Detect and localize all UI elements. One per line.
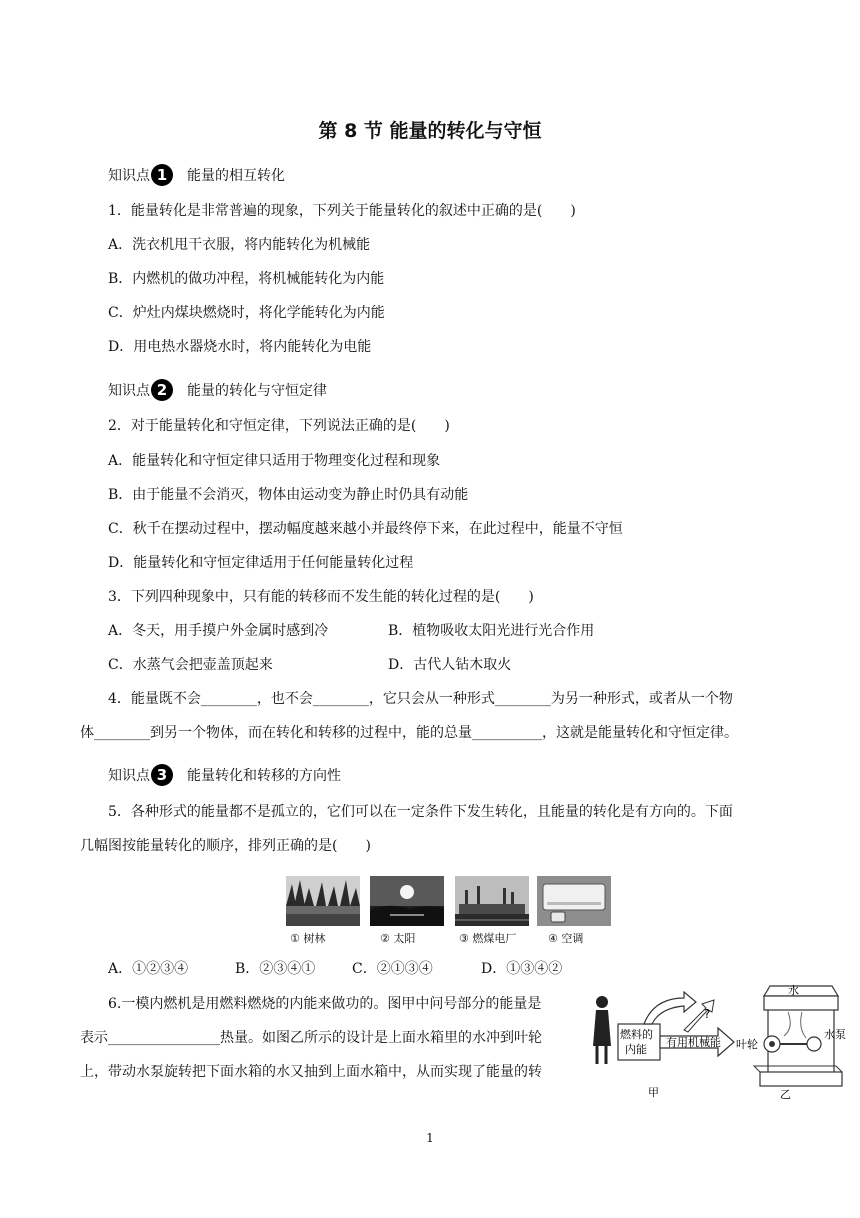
knowledge-point-3 (108, 762, 341, 788)
fuel-energy-label-1: 燃料的 (620, 1028, 653, 1041)
knowledge-point-label: 知识点 (108, 383, 150, 399)
photo-caption-forest: ① 树林 (290, 932, 326, 945)
question-5-option-a: A．①②③④ (108, 961, 189, 977)
question-mark-label: ? (704, 1007, 711, 1021)
impeller-label: 叶轮 (736, 1038, 758, 1051)
question-2-option-b: B．由于能量不会消灭，物体由运动变为静止时仍具有动能 (108, 487, 469, 503)
fuel-energy-label-2: 内能 (625, 1043, 647, 1056)
question-3-option-a: A．冬天，用手摸户外金属时感到冷 (108, 623, 329, 639)
question-5-line-1: 5．各种形式的能量都不是孤立的，它们可以在一定条件下发生转化，且能量的转化是有方向的。下面 (108, 804, 733, 820)
question-5-option-c: C．②①③④ (352, 961, 433, 977)
label-yi: 乙 (780, 1088, 791, 1101)
question-4-line-2: 体________到另一个物体，而在转化和转移的过程中，能的总量__________，这就是能量转化和守恒定律。 (80, 725, 738, 741)
knowledge-point-title: 能量转化和转移的方向性 (187, 768, 341, 784)
student-figure (593, 996, 611, 1064)
question-1-stem: 1．能量转化是非常普遍的现象，下列关于能量转化的叙述中正确的是( ) (108, 203, 576, 219)
water-label: 水 (788, 984, 799, 997)
question-6-line-2: 表示________________热量。如图乙所示的设计是上面水箱里的水冲到叶轮 (80, 1030, 542, 1046)
knowledge-point-label: 知识点 (108, 168, 150, 184)
question-2-option-c: C．秋千在摆动过程中，摆动幅度越来越小并最终停下来，在此过程中，能量不守恒 (108, 521, 623, 537)
question-1-option-c: C．炉灶内煤块燃烧时，将化学能转化为内能 (108, 305, 385, 321)
question-6-line-1: 6.一模内燃机是用燃料燃烧的内能来做功的。图甲中问号部分的能量是 (108, 996, 542, 1012)
number-badge-icon: 3 (151, 764, 173, 786)
knowledge-point-2 (108, 377, 327, 403)
question-3-option-b: B．植物吸收太阳光进行光合作用 (388, 623, 595, 639)
page-title: 第 8 节 能量的转化与守恒 (318, 120, 542, 142)
question-5-line-2: 几幅图按能量转化的顺序，排列正确的是( ) (80, 838, 371, 854)
air-conditioner-image (537, 876, 611, 926)
photo-caption-power-plant: ③ 燃煤电厂 (459, 932, 517, 945)
knowledge-point-title: 能量的转化与守恒定律 (187, 383, 327, 399)
page-number: 1 (426, 1131, 434, 1145)
forest-image (286, 876, 360, 926)
question-1-option-d: D．用电热水器烧水时，将内能转化为电能 (108, 339, 372, 355)
photo-caption-air-conditioner: ④ 空调 (548, 932, 584, 945)
question-1-option-b: B．内燃机的做功冲程，将机械能转化为内能 (108, 271, 385, 287)
question-3-option-c: C．水蒸气会把壶盖顶起来 (108, 657, 273, 673)
useful-mechanical-energy-label: 有用机械能 (666, 1036, 721, 1049)
question-2-stem: 2．对于能量转化和守恒定律，下列说法正确的是( ) (108, 418, 450, 434)
energy-conversion-figure (588, 982, 850, 1102)
knowledge-point-label: 知识点 (108, 768, 150, 784)
question-4-line-1: 4．能量既不会________，也不会________，它只会从一种形式________为另一种形式，或者从一个物 (108, 691, 733, 707)
pump-label: 水泵 (824, 1028, 846, 1041)
energy-flow-diagram (618, 992, 734, 1099)
question-2-option-a: A．能量转化和守恒定律只适用于物理变化过程和现象 (108, 453, 441, 469)
number-badge-icon: 2 (151, 379, 173, 401)
label-jia: 甲 (648, 1086, 659, 1099)
question-5-option-b: B．②③④① (235, 961, 316, 977)
number-badge-icon: 1 (151, 164, 173, 186)
knowledge-point-title: 能量的相互转化 (187, 168, 285, 184)
question-6-line-3: 上，带动水泵旋转把下面水箱的水又抽到上面水箱中，从而实现了能量的转 (80, 1064, 542, 1080)
question-2-option-d: D．能量转化和守恒定律适用于任何能量转化过程 (108, 555, 414, 571)
question-5-option-d: D．①③④② (481, 961, 563, 977)
sun-image (370, 876, 444, 926)
knowledge-point-1 (108, 162, 285, 188)
question-3-stem: 3．下列四种现象中，只有能的转移而不发生能的转化过程的是( ) (108, 589, 534, 605)
photo-caption-sun: ② 太阳 (380, 932, 416, 945)
water-pump-apparatus (736, 983, 846, 1101)
question-1-option-a: A．洗衣机甩干衣服，将内能转化为机械能 (108, 237, 371, 253)
question-3-option-d: D．古代人钻木取火 (388, 657, 512, 673)
coal-power-plant-image (455, 876, 529, 926)
